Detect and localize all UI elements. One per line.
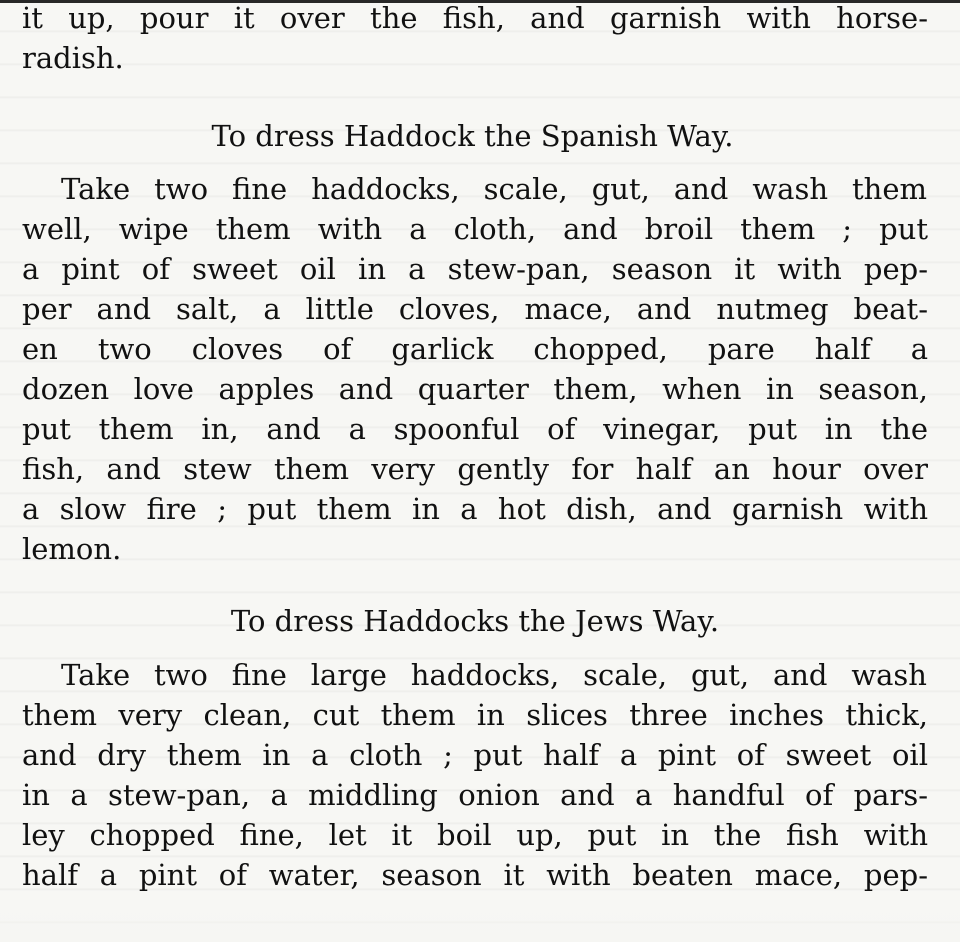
text-line: and dry them in a cloth ; put half a pint of sweet oil (22, 738, 928, 772)
text-line: in a stew-pan, a middling onion and a handful of pars- (22, 778, 928, 812)
text-line: a slow fire ; put them in a hot dish, and garnish with (22, 492, 928, 526)
text-line: it up, pour it over the fish, and garnish with horse- (22, 1, 928, 35)
text-line: ley chopped fine, let it boil up, put in the fish with (22, 818, 928, 852)
text-line: per and salt, a little cloves, mace, and nutmeg beat- (22, 292, 928, 326)
text-line: a pint of sweet oil in a stew-pan, season it with pep- (22, 252, 928, 286)
text-line: put them in, and a spoonful of vinegar, put in the (22, 412, 928, 446)
text-line: Take two fine large haddocks, scale, gut, and wash (61, 658, 927, 692)
section-heading: To dress Haddocks the Jews Way. (230, 604, 720, 638)
text-line: Take two fine haddocks, scale, gut, and wash them (61, 172, 927, 206)
text-line: them very clean, cut them in slices three inches thick, (22, 698, 928, 732)
section-heading: To dress Haddock the Spanish Way. (211, 119, 734, 153)
text-line: en two cloves of garlick chopped, pare half a (22, 332, 928, 366)
text-line: fish, and stew them very gently for half an hour over (22, 452, 928, 486)
text-line: dozen love apples and quarter them, when in season, (22, 372, 928, 406)
text-line: radish. (22, 41, 124, 75)
text-line: half a pint of water, season it with beaten mace, pep- (22, 858, 928, 892)
text-line: well, wipe them with a cloth, and broil them ; put (22, 212, 928, 246)
text-line: lemon. (22, 532, 122, 566)
page-bottom-fade (0, 902, 960, 942)
